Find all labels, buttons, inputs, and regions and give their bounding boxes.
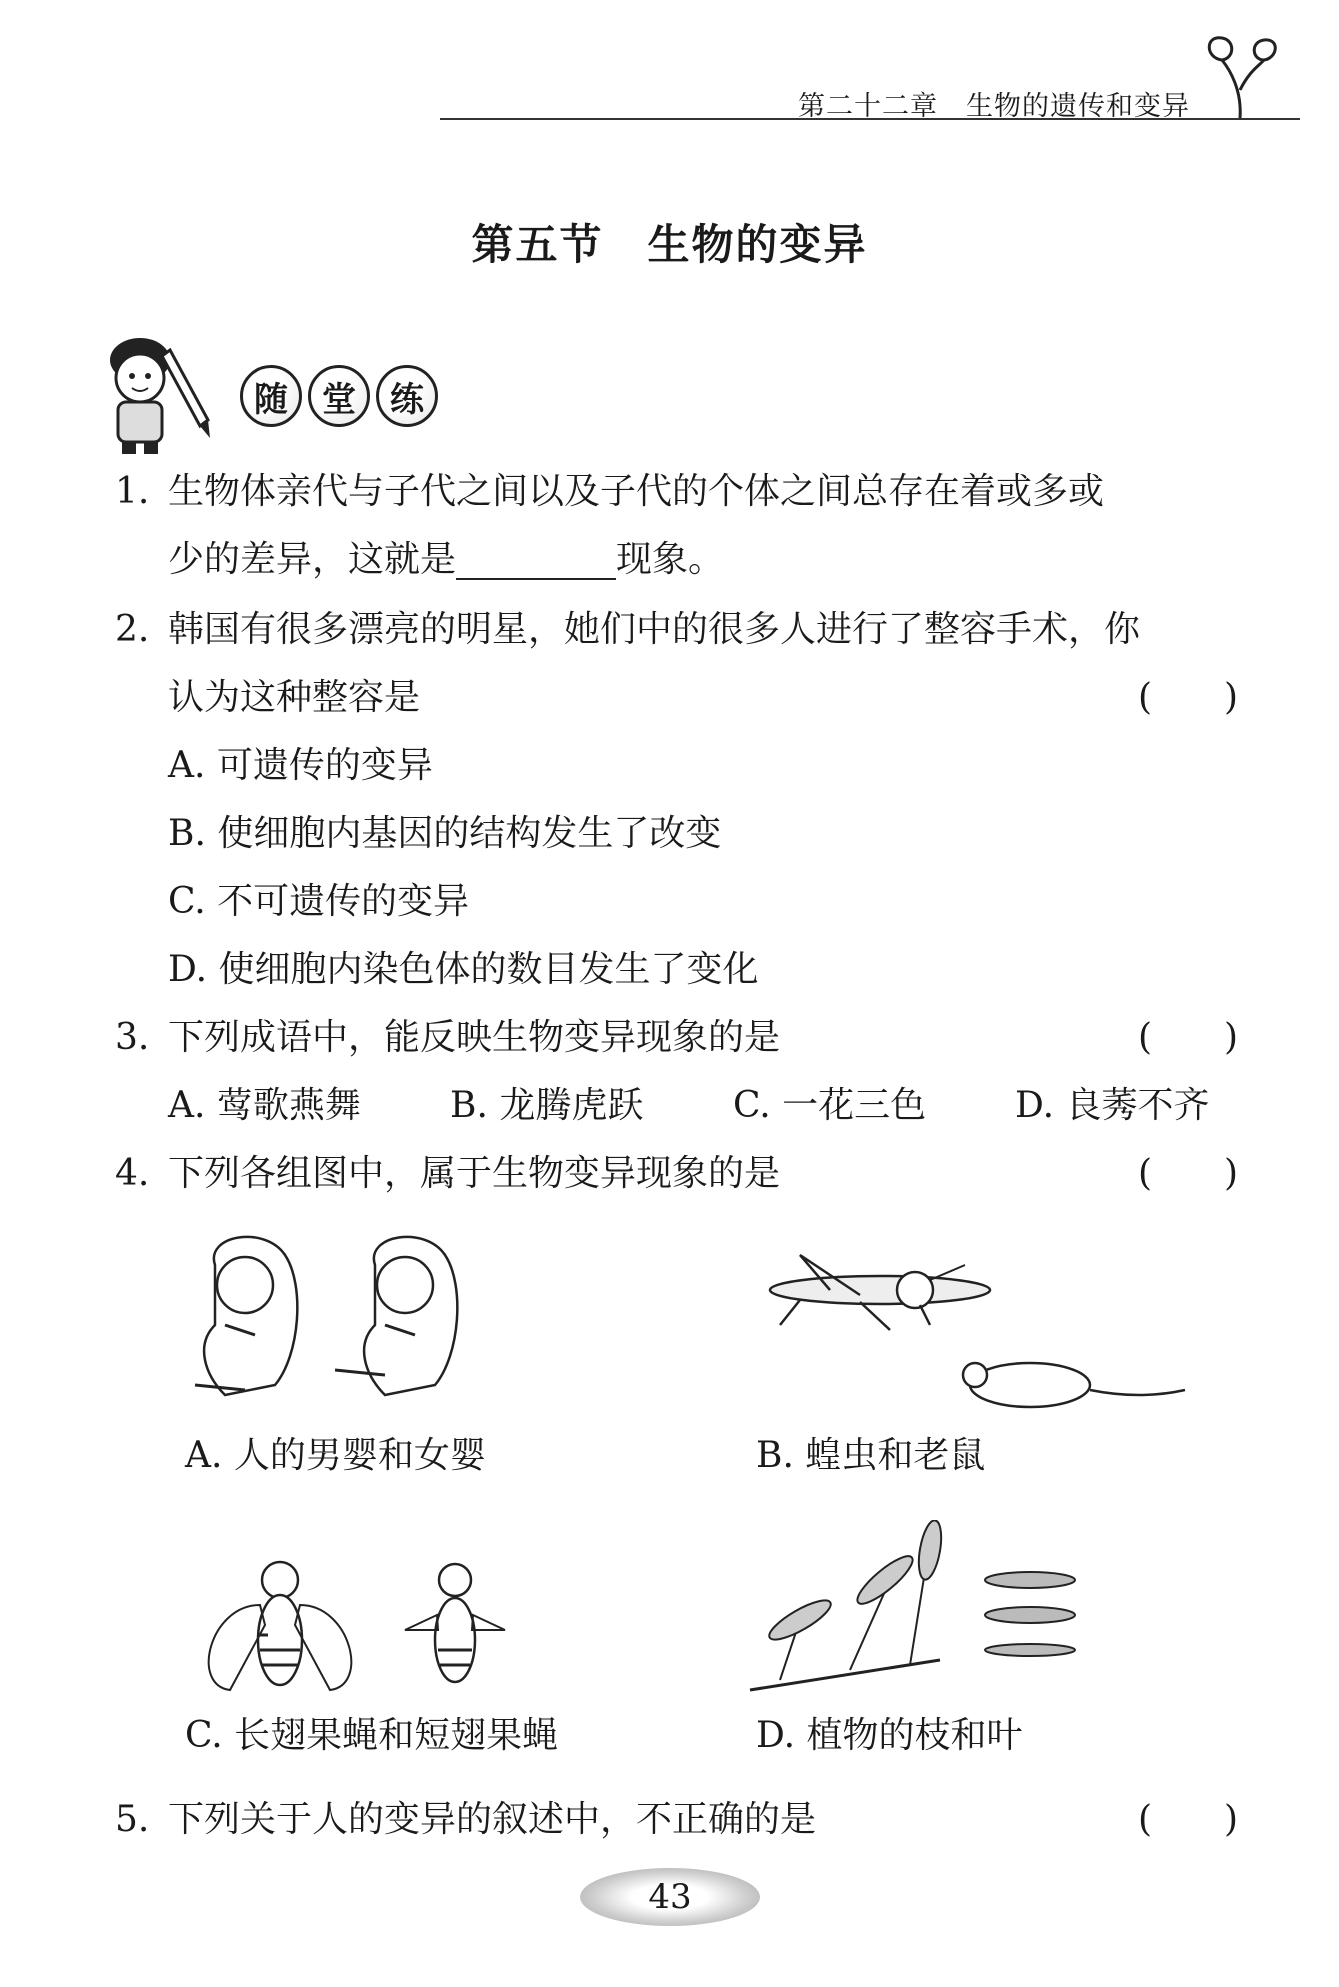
question-number: 3. [115,1017,150,1058]
locust-mouse-figure-icon [740,1250,1190,1415]
student-mascot-icon [90,330,220,460]
question-text: 韩国有很多漂亮的明星，她们中的很多人进行了整容手术，你 [168,609,1141,650]
question-number: 5. [115,1799,150,1840]
figure-caption: D. 植物的枝和叶 [756,1715,1023,1756]
figure-caption: A. 人的男婴和女婴 [185,1435,486,1476]
question-5 [115,1800,816,1840]
question-text: 下列关于人的变异的叙述中，不正确的是 [168,1799,817,1840]
running-header [440,78,1300,122]
question-text: 现象。 [616,539,725,580]
question-text: 下列成语中，能反映生物变异现象的是 [168,1017,781,1058]
question-number: 2. [115,609,150,650]
option: B. 使细胞内基因的结构发生了改变 [168,813,722,854]
figure-caption: B. 蝗虫和老鼠 [756,1435,986,1476]
header-rule [440,118,1300,120]
option: D. 使细胞内染色体的数目发生了变化 [168,949,759,990]
figure-caption: C. 长翅果蝇和短翅果蝇 [185,1715,559,1756]
fill-in-blank[interactable] [456,548,616,580]
question-text: 少的差异，这就是 [168,539,457,580]
question-3 [115,1018,780,1058]
option: A. 莺歌燕舞 [168,1085,361,1126]
option: B. 龙腾虎跃 [450,1085,644,1126]
infant-figure-icon [185,1225,515,1415]
question-1-line2 [168,540,724,580]
section-title: 第五节 生物的变异 [471,220,868,269]
question-4 [115,1154,780,1194]
question-text: 下列各组图中，属于生物变异现象的是 [168,1153,781,1194]
fruit-fly-figure-icon [190,1545,550,1705]
answer-parentheses[interactable]: ( ) [1138,677,1239,718]
practice-badge [240,365,438,425]
option: A. 可遗传的变异 [168,745,433,786]
question-1 [115,472,1104,512]
practice-char: 练 [376,365,438,427]
question-number: 4. [115,1153,150,1194]
practice-char: 随 [240,365,302,427]
practice-char: 堂 [308,365,370,427]
option: C. 一花三色 [733,1085,927,1126]
question-text: 生物体亲代与子代之间以及子代的个体之间总存在着或多或 [168,471,1105,512]
answer-parentheses[interactable]: ( ) [1138,1153,1239,1194]
plant-branch-figure-icon [740,1520,1100,1700]
leaf-decoration-icon [1200,30,1280,120]
question-number: 1. [115,471,150,512]
answer-parentheses[interactable]: ( ) [1138,1017,1239,1058]
answer-parentheses[interactable]: ( ) [1138,1799,1239,1840]
chapter-title: 第二十二章 生物的遗传和变异 [798,91,1190,122]
option: D. 良莠不齐 [1015,1085,1210,1126]
page-number-badge [580,1868,760,1926]
question-2 [115,610,1140,650]
option: C. 不可遗传的变异 [168,881,470,922]
page-number: 43 [648,1877,692,1917]
question-text: 认为这种整容是 [168,677,421,718]
